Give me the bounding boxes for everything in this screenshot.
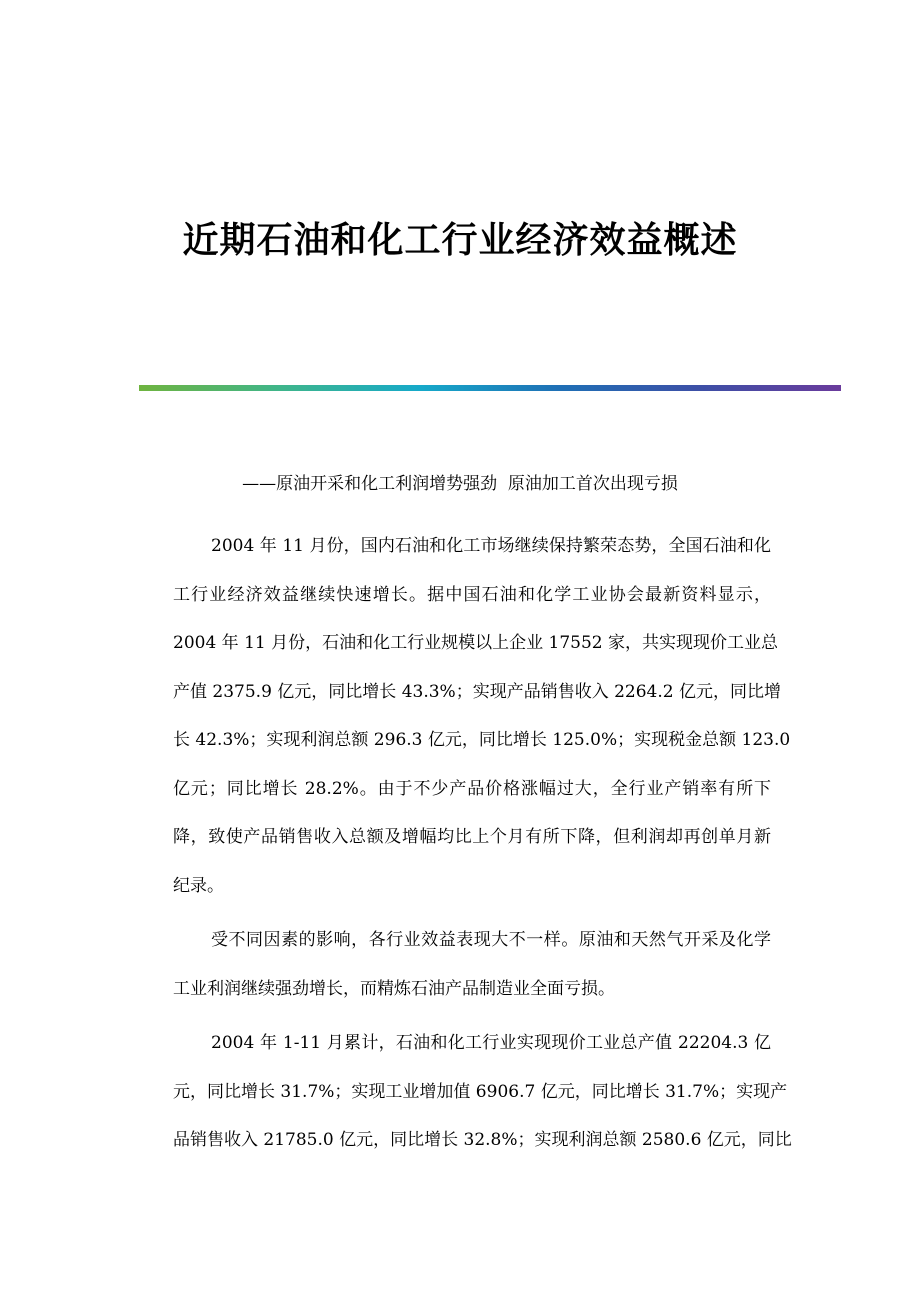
paragraph-line: 2004 年 11 月份，国内石油和化工市场继续保持繁荣态势，全国石油和化 [211,536,771,556]
paragraph-line: 受不同因素的影响，各行业效益表现大不一样。原油和天然气开采及化学 [211,930,771,950]
paragraph-line: 产值 2375.9 亿元，同比增长 43.3%；实现产品销售收入 2264.2 亿元，同比增 [173,681,781,702]
paragraph-line: 降，致使产品销售收入总额及增幅均比上个月有所下降，但利润却再创单月新 [173,827,771,847]
paragraph-line: 工业利润继续强劲增长，而精炼石油产品制造业全面亏损。 [173,978,615,999]
document-body [139,522,792,1171]
paragraph-line: 亿元；同比增长 28.2%。由于不少产品价格涨幅过大，全行业产销率有所下 [173,778,771,799]
paragraph-line: 2004 年 1-11 月累计，石油和化工行业实现现价工业总产值 22204.3 亿 [211,1033,771,1053]
document-subtitle: ——原油开采和化工利润增势强劲 原油加工首次出现亏损 [242,474,678,494]
paragraph-2 [139,916,771,1013]
paragraph-line: 工行业经济效益继续快速增长。据中国石油和化学工业协会最新资料显示， [173,584,771,605]
paragraph-line: 2004 年 11 月份，石油和化工行业规模以上企业 17552 家，共实现现价工业总 [173,633,778,653]
paragraph-1 [139,522,791,910]
document-title: 近期石油和化工行业经济效益概述 [182,219,738,261]
paragraph-line: 长 42.3%；实现利润总额 296.3 亿元，同比增长 125.0%；实现税金总额 123.0 [173,730,791,750]
paragraph-line: 元，同比增长 31.7%；实现工业增加值 6906.7 亿元，同比增长 31.7%；实现产 [173,1081,788,1102]
paragraph-3 [139,1019,792,1165]
paragraph-line: 纪录。 [173,875,224,896]
title-divider [139,385,841,391]
paragraph-line: 品销售收入 21785.0 亿元，同比增长 32.8%；实现利润总额 2580.6 亿元，同比 [173,1130,792,1150]
